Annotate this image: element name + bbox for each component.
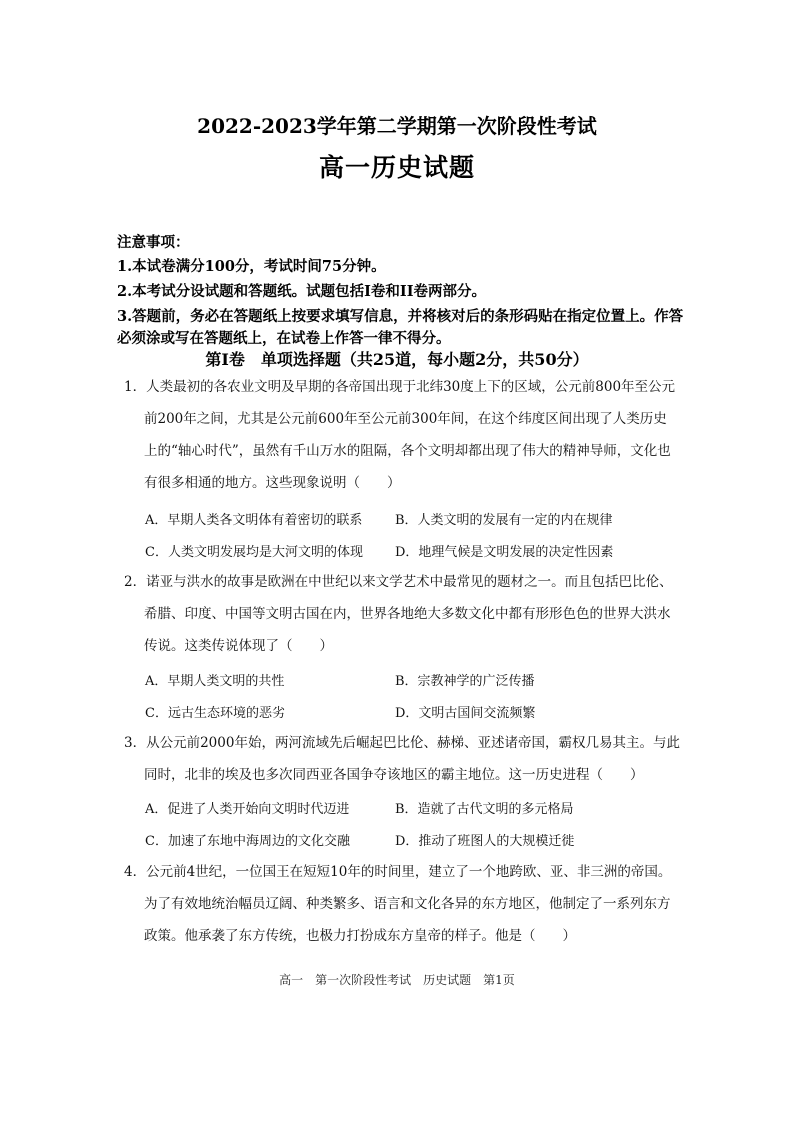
question-4-stem-line-2: 为了有效地统治幅员辽阔、种类繁多、语言和文化各异的东方地区，他制定了一系列东方 bbox=[144, 896, 671, 912]
notice-heading: 注意事项： bbox=[117, 234, 190, 251]
question-2-option-d[interactable]: D．文明古国间交流频繁 bbox=[395, 706, 536, 721]
question-3-stem-line-2: 同时，北非的埃及也多次同西亚各国争夺该地区的霸主地位。这一历史进程（ ） bbox=[144, 767, 644, 783]
question-1 bbox=[124, 371, 684, 499]
question-3 bbox=[124, 727, 684, 791]
question-4-stem-line-3: 政策。他承袭了东方传统，也极力打扮成东方皇帝的样子。他是（ ） bbox=[144, 928, 576, 944]
section-title: 第Ⅰ卷 单项选择题（共25道，每小题2分，共50分） bbox=[205, 350, 589, 369]
question-3-stem-line-1: 3．从公元前2000年始，两河流域先后崛起巴比伦、赫梯、亚述诸帝国，霸权几易其主。与此 bbox=[124, 735, 680, 751]
notice-item-1: 1.本试卷满分100分，考试时间75分钟。 bbox=[117, 258, 386, 275]
page-footer: 高一 第一次阶段性考试 历史试题 第1页 bbox=[279, 973, 515, 987]
question-3-option-b[interactable]: B．造就了古代文明的多元格局 bbox=[395, 802, 574, 817]
question-1-option-b[interactable]: B．人类文明的发展有一定的内在规律 bbox=[395, 513, 613, 528]
question-1-stem-line-2: 前200年之间，尤其是公元前600年至公元前300年间，在这个纬度区间出现了人类历史 bbox=[144, 411, 667, 427]
question-1-stem-line-3: 上的“轴心时代”，虽然有千山万水的阻隔，各个文明却都出现了伟大的精神导师，文化也 bbox=[144, 443, 671, 459]
exam-title-line2: 高一历史试题 bbox=[318, 153, 475, 182]
question-2-stem-line-2: 希腊、印度、中国等文明古国在内，世界各地绝大多数文化中都有形形色色的世界大洪水 bbox=[144, 606, 671, 622]
question-3-option-d[interactable]: D．推动了班图人的大规模迁徙 bbox=[395, 834, 575, 849]
question-3-option-c[interactable]: C．加速了东地中海周边的文化交融 bbox=[145, 834, 350, 849]
question-2-stem-line-1: 2．诺亚与洪水的故事是欧洲在中世纪以来文学艺术中最常见的题材之一。而且包括巴比伦、 bbox=[124, 574, 673, 590]
notice-item-2: 2.本考试分设试题和答题纸。试题包括I卷和II卷两部分。 bbox=[117, 283, 486, 300]
question-1-stem-line-4: 有很多相通的地方。这些现象说明（ ） bbox=[144, 475, 401, 491]
notice-item-3: 3.答题前，务必在答题纸上按要求填写信息，并将核对后的条形码贴在指定位置上。作答必须涂或写在答题纸上，在试卷上作答一律不得分。 bbox=[117, 308, 684, 347]
question-2-option-c[interactable]: C．远古生态环境的恶劣 bbox=[145, 706, 285, 721]
question-3-option-a[interactable]: A．促进了人类开始向文明时代迈进 bbox=[145, 802, 350, 817]
question-4-stem-line-1: 4．公元前4世纪，一位国王在短短10年的时间里，建立了一个地跨欧、亚、非三洲的帝国。 bbox=[124, 864, 672, 880]
question-2-option-a[interactable]: A．早期人类文明的共性 bbox=[145, 674, 285, 689]
question-2-option-b[interactable]: B．宗教神学的广泛传播 bbox=[395, 674, 535, 689]
question-4 bbox=[124, 856, 684, 952]
question-1-option-c[interactable]: C．人类文明发展均是大河文明的体现 bbox=[145, 545, 363, 560]
question-2-stem-line-3: 传说。这类传说体现了（ ） bbox=[144, 638, 333, 654]
question-2 bbox=[124, 566, 684, 662]
question-1-option-d[interactable]: D．地理气候是文明发展的决定性因素 bbox=[395, 545, 614, 560]
question-1-option-a[interactable]: A．早期人类各文明体有着密切的联系 bbox=[145, 513, 363, 528]
exam-title-line1: 2022-2023学年第二学期第一次阶段性考试 bbox=[197, 114, 597, 138]
question-1-stem-line-1: 1．人类最初的各农业文明及早期的各帝国出现于北纬30度上下的区域，公元前800年至公元 bbox=[124, 379, 676, 395]
